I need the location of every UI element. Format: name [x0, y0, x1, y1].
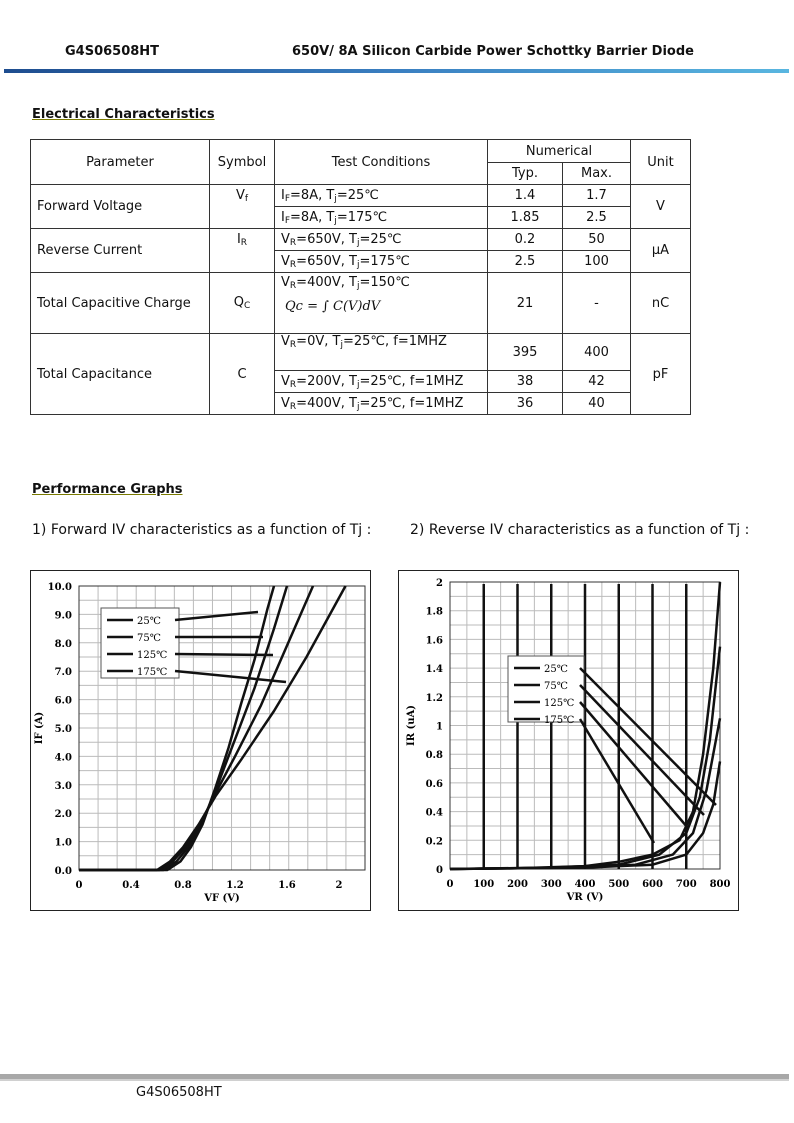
y-tick-label: 1	[436, 721, 443, 733]
unit-cell: μA	[631, 229, 691, 273]
table-row	[31, 273, 691, 334]
unit-cell: pF	[631, 334, 691, 415]
y-axis-label: IR (uA)	[406, 705, 417, 746]
electrical-characteristics-table	[30, 139, 691, 415]
max-cell: 1.7	[563, 185, 631, 207]
y-tick-label: 2	[436, 578, 443, 589]
table-row	[31, 229, 691, 251]
x-axis-label: VR (V)	[566, 892, 604, 903]
x-tick-label: 400	[574, 879, 596, 890]
x-tick-label: 200	[507, 879, 528, 890]
x-tick-label: 2	[335, 880, 343, 891]
footer-divider-light	[0, 1079, 789, 1081]
col-parameter: Parameter	[31, 140, 210, 185]
y-tick-label: 5.0	[54, 724, 72, 735]
y-tick-label: 1.2	[425, 692, 443, 704]
condition-cell: $I_F=8A$, $T_j=25℃$	[275, 185, 488, 207]
max-cell: 100	[563, 251, 631, 273]
symbol-cell: C	[210, 334, 275, 415]
y-axis-label: IF (A)	[34, 711, 45, 745]
condition-cell: $V_R=650V$, $T_j=175℃$	[275, 251, 488, 273]
col-symbol: Symbol	[210, 140, 275, 185]
capacitive-charge-formula: Qc = ∫ C(V)dV	[285, 299, 381, 314]
header-title: 650V/ 8A Silicon Carbide Power Schottky Barrier Diode	[292, 44, 694, 59]
param-cell: Forward Voltage	[31, 185, 210, 229]
y-tick-label: 0.4	[425, 807, 443, 819]
condition-cell: $V_R=400V$, $T_j=25℃$, f=1MHZ	[275, 393, 488, 415]
condition-cell: $V_R=400V$, $T_j=150℃$ Qc = ∫ C(V)dV	[275, 273, 488, 334]
reverse-iv-chart	[398, 570, 739, 911]
typ-cell: 2.5	[488, 251, 563, 273]
y-tick-label: 0	[436, 865, 443, 876]
legend-label: 25℃	[137, 616, 161, 627]
condition-cell: $V_R=650V$, $T_j=25℃$	[275, 229, 488, 251]
legend-callout-line	[175, 654, 273, 655]
condition-cell: $I_F=8A$, $T_j=175℃$	[275, 207, 488, 229]
x-tick-label: 500	[608, 879, 630, 890]
y-tick-label: 0.0	[54, 866, 72, 877]
y-tick-label: 10.0	[47, 582, 72, 593]
col-test-conditions: Test Conditions	[275, 140, 488, 185]
legend-label: 175℃	[137, 667, 168, 678]
max-cell: 2.5	[563, 207, 631, 229]
param-cell: Total Capacitive Charge	[31, 273, 210, 334]
x-tick-label: 600	[642, 879, 663, 890]
y-tick-label: 1.0	[54, 837, 72, 849]
y-tick-label: 9.0	[54, 610, 72, 622]
x-tick-label: 0.4	[122, 880, 140, 891]
legend-label: 75℃	[137, 633, 161, 644]
condition-cell: $V_R=0V$, $T_j=25℃$, f=1MHZ	[275, 334, 488, 371]
x-tick-label: 0	[75, 880, 83, 891]
y-tick-label: 0.8	[425, 750, 443, 762]
x-tick-label: 700	[675, 879, 697, 890]
y-tick-label: 0.2	[425, 836, 443, 848]
col-unit: Unit	[631, 140, 691, 185]
col-typ: Typ.	[488, 163, 563, 185]
performance-graphs-title: Performance Graphs	[32, 482, 183, 497]
header-part-number: G4S06508HT	[65, 44, 160, 59]
x-tick-label: 300	[540, 879, 562, 890]
unit-cell: V	[631, 185, 691, 229]
y-tick-label: 1.8	[425, 606, 443, 618]
y-tick-label: 6.0	[54, 695, 72, 707]
x-tick-label: 1.2	[226, 880, 244, 891]
y-tick-label: 3.0	[54, 780, 72, 792]
typ-cell: 36	[488, 393, 563, 415]
legend-label: 125℃	[544, 698, 575, 709]
typ-cell: 395	[488, 334, 563, 371]
y-tick-label: 8.0	[54, 638, 72, 650]
table-row	[31, 185, 691, 207]
max-cell: 400	[563, 334, 631, 371]
chart-frame	[31, 571, 371, 911]
y-tick-label: 4.0	[54, 752, 72, 764]
max-cell: -	[563, 273, 631, 334]
symbol-cell: $Q_C$	[210, 273, 275, 334]
y-tick-label: 0.6	[425, 778, 443, 790]
typ-cell: 38	[488, 371, 563, 393]
typ-cell: 21	[488, 273, 563, 334]
param-cell: Reverse Current	[31, 229, 210, 273]
unit-cell: nC	[631, 273, 691, 334]
y-tick-label: 2.0	[54, 809, 72, 821]
legend-label: 25℃	[544, 664, 568, 675]
typ-cell: 1.85	[488, 207, 563, 229]
reverse-graph-caption: 2) Reverse IV characteristics as a function of Tj :	[410, 522, 750, 538]
legend-label: 175℃	[544, 715, 575, 726]
col-numerical: Numerical	[488, 140, 631, 163]
x-tick-label: 0	[446, 879, 454, 890]
max-cell: 50	[563, 229, 631, 251]
x-tick-label: 100	[473, 879, 495, 890]
col-max: Max.	[563, 163, 631, 185]
legend-label: 125℃	[137, 650, 168, 661]
footer-part-number: G4S06508HT	[136, 1085, 222, 1100]
x-tick-label: 0.8	[174, 880, 192, 891]
condition-cell: $V_R=200V$, $T_j=25℃$, f=1MHZ	[275, 371, 488, 393]
y-tick-label: 7.0	[54, 667, 72, 679]
symbol-cell: $I_R$	[210, 229, 275, 273]
header-divider	[4, 69, 789, 73]
param-cell: Total Capacitance	[31, 334, 210, 415]
y-tick-label: 1.4	[425, 664, 443, 676]
x-tick-label: 1.6	[278, 880, 296, 891]
symbol-cell: $V_f$	[210, 185, 275, 229]
typ-cell: 0.2	[488, 229, 563, 251]
x-tick-label: 800	[709, 879, 731, 890]
x-axis-label: VF (V)	[204, 893, 240, 904]
legend-label: 75℃	[544, 681, 568, 692]
y-tick-label: 1.6	[425, 635, 443, 647]
max-cell: 40	[563, 393, 631, 415]
forward-graph-caption: 1) Forward IV characteristics as a function of Tj :	[32, 522, 372, 538]
max-cell: 42	[563, 371, 631, 393]
electrical-characteristics-title: Electrical Characteristics	[32, 107, 215, 122]
table-row	[31, 334, 691, 371]
typ-cell: 1.4	[488, 185, 563, 207]
forward-iv-chart	[30, 570, 371, 911]
